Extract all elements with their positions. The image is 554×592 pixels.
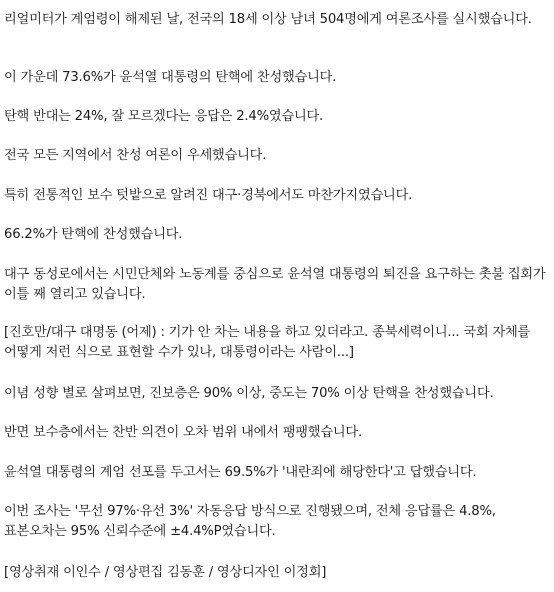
article-paragraph: 반면 보수층에서는 찬반 의견이 오차 범위 내에서 팽팽했습니다.: [4, 425, 362, 440]
article-paragraph: 윤석열 대통령의 계엄 선포를 두고서는 69.5%가 '내란죄에 해당한다'고 답했습니다.: [4, 465, 477, 480]
article-paragraph: 66.2%가 탄핵에 찬성했습니다.: [4, 227, 183, 242]
article-paragraph: 대구 동성로에서는 시민단체와 노동계를 중심으로 윤석열 대통령의 퇴진을 요구하는 촛불 집회가 이틀 째 열리고 있습니다.: [4, 267, 546, 302]
survey-method-note: 이번 조사는 '무선 97%·유선 3%' 자동응답 방식으로 진행됐으며, 전체 응답률은 4.8%, 표본오차는 95% 신뢰수준에 ±4.4%P였습니다.: [4, 504, 496, 539]
article-paragraph: 탄핵 반대는 24%, 잘 모르겠다는 응답은 2.4%였습니다.: [4, 109, 324, 124]
article-paragraph: 이 가운데 73.6%가 윤석열 대통령의 탄핵에 찬성했습니다.: [4, 70, 337, 85]
interview-quote: [진호만/대구 대명동 (어제) : 기가 안 차는 내용을 하고 있더라고. 종북세력이니... 국회 자체를 어떻게 저런 식으로 표현할 수가 있나, 대통령이라는 사람이...]: [4, 325, 531, 360]
article-paragraph: 특히 전통적인 보수 텃밭으로 알려진 대구·경북에서도 마찬가지였습니다.: [4, 188, 413, 203]
article-paragraph: 리얼미터가 계엄령이 해제된 날, 전국의 18세 이상 남녀 504명에게 여론조사를 실시했습니다.: [4, 12, 532, 27]
article-paragraph: 이념 성향 별로 살펴보면, 진보층은 90% 이상, 중도는 70% 이상 탄핵을 찬성했습니다.: [4, 386, 494, 401]
video-credits: [영상취재 이인수 / 영상편집 김동훈 / 영상디자인 이정회]: [4, 565, 327, 580]
article-paragraph: 전국 모든 지역에서 찬성 여론이 우세했습니다.: [4, 148, 267, 163]
